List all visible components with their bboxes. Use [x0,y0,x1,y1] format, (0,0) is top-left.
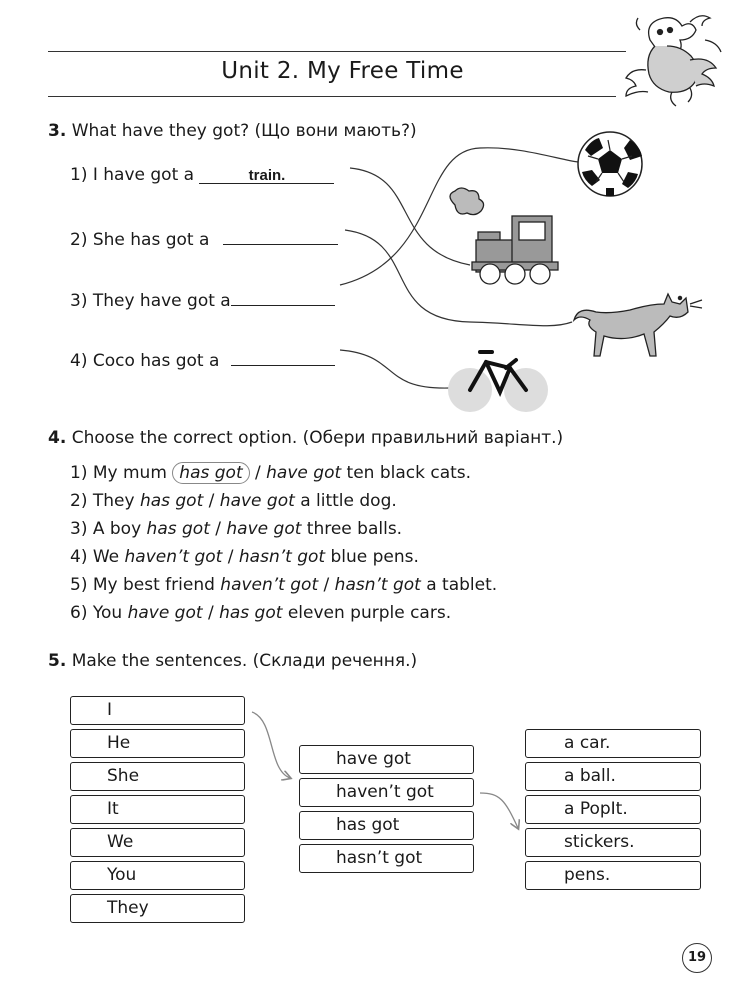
ex4-row-4-subject: 4) We [70,547,120,567]
ex4-row-3 [70,519,402,539]
subject-label: I [107,700,113,720]
cat-icon [574,294,702,356]
ex4-row-4-rest: blue pens. [330,547,419,567]
ex4-row-5-subject: 5) My best friend [70,575,215,595]
verb-label: haven’t got [336,782,434,802]
ex3-item-1-answer: train. [248,167,286,184]
page-number: 19 [682,943,712,973]
ex3-item-1-prompt: 1) I have got a [70,165,195,185]
object-label: pens. [564,865,611,885]
object-box[interactable] [525,729,701,758]
train-icon [450,188,558,284]
ex4-row-2-option-1[interactable]: has got [139,491,204,511]
ex3-item-3 [70,287,335,311]
object-label: a car. [564,733,611,753]
exercise-3-number: 3. [48,121,67,141]
ex4-row-2-rest: a little dog. [300,491,397,511]
object-box[interactable] [525,828,701,857]
ex4-row-5-rest: a tablet. [426,575,498,595]
subject-box[interactable] [70,828,245,857]
exercise-3-instruction: What have they got? (Що вони мають?) [71,121,417,141]
object-box[interactable] [525,795,701,824]
verb-box[interactable] [299,811,474,840]
ex3-item-1 [70,165,334,185]
subject-box[interactable] [70,762,245,791]
object-label: a PopIt. [564,799,628,819]
ex4-row-4-option-2[interactable]: hasn’t got [238,547,326,567]
header-rule-bottom [48,96,616,97]
exercise-5-number: 5. [48,651,67,671]
exercise-5-heading [48,651,417,671]
ex4-row-4-option-1[interactable]: haven’t got [124,547,223,567]
subject-label: You [107,865,137,885]
subject-box[interactable] [70,729,245,758]
ex4-row-2-subject: 2) They [70,491,135,511]
ex3-item-3-blank[interactable] [231,287,335,306]
ex4-row-3-option-2[interactable]: have got [226,519,302,539]
object-label: a ball. [564,766,616,786]
verb-label: have got [336,749,411,769]
ex4-row-3-subject: 3) A boy [70,519,142,539]
ex3-item-1-blank[interactable] [199,165,334,184]
exercise-4-heading [48,428,563,448]
line-train [350,168,470,265]
ex4-row-4 [70,547,419,567]
ex4-row-3-rest: three balls. [306,519,403,539]
object-label: stickers. [564,832,635,852]
subject-label: He [107,733,131,753]
ex4-row-1 [70,462,471,484]
exercise-5-instruction: Make the sentences. (Склади речення.) [71,651,418,671]
ex3-connecting-lines [340,148,578,388]
ex4-row-1-separator: / [255,463,261,483]
line-cat [345,230,572,326]
ex4-row-6-option-2[interactable]: has got [219,603,283,623]
ex4-row-4-separator: / [227,547,234,567]
subject-label: They [107,898,149,918]
ex4-row-5 [70,575,497,595]
ex4-row-5-separator: / [323,575,330,595]
subject-label: She [107,766,140,786]
verb-box[interactable] [299,778,474,807]
ex4-row-1-option-1-circled[interactable]: has got [172,462,249,484]
subject-box[interactable] [70,795,245,824]
arrow-subject-to-verb [252,712,290,778]
object-box[interactable] [525,861,701,890]
ex3-item-4-blank[interactable] [231,347,335,366]
subject-label: It [107,799,119,819]
exercise-4-instruction: Choose the correct option. (Обери правильний варіант.) [71,428,564,448]
ex4-row-6-rest: eleven purple cars. [287,603,452,623]
object-box[interactable] [525,762,701,791]
ex4-row-1-rest: ten black cats. [346,463,472,483]
line-bike [340,350,450,388]
bicycle-icon [448,352,548,412]
ex4-row-6-separator: / [207,603,214,623]
ex4-row-5-option-2[interactable]: hasn’t got [334,575,421,595]
subject-box[interactable] [70,894,245,923]
subject-box[interactable] [70,696,245,725]
exercise-4-number: 4. [48,428,67,448]
ex3-item-4 [70,347,335,371]
subject-label: We [107,832,134,852]
ex4-row-3-separator: / [215,519,221,539]
verb-box[interactable] [299,745,474,774]
soccer-ball-icon [578,132,642,196]
ex4-row-2-option-2[interactable]: have got [219,491,295,511]
line-ball [340,148,578,285]
ex3-item-2 [70,226,338,250]
ex3-item-4-prompt: 4) Coco has got a [70,351,220,371]
ex4-row-2 [70,491,397,511]
ex4-row-6-option-1[interactable]: have got [127,603,203,623]
ex3-item-3-prompt: 3) They have got a [70,291,231,311]
ex4-row-1-option-2[interactable]: have got [266,463,342,483]
verb-label: has got [336,815,400,835]
verb-label: hasn’t got [336,848,423,868]
page-title: Unit 2. My Free Time [221,58,464,84]
ex3-item-2-blank[interactable] [223,226,338,245]
ex4-row-5-option-1[interactable]: haven’t got [220,575,319,595]
verb-box[interactable] [299,844,474,873]
subject-box[interactable] [70,861,245,890]
ex4-row-3-option-1[interactable]: has got [146,519,210,539]
header-rule-top [48,51,626,52]
ex4-row-1-subject: 1) My mum [70,463,167,483]
ex4-row-6-subject: 6) You [70,603,123,623]
ex4-row-2-separator: / [208,491,215,511]
ex4-row-6 [70,603,451,623]
ex3-item-2-prompt: 2) She has got a [70,230,210,250]
arrow-verb-to-object [480,793,518,828]
exercise-3-heading [48,121,417,141]
